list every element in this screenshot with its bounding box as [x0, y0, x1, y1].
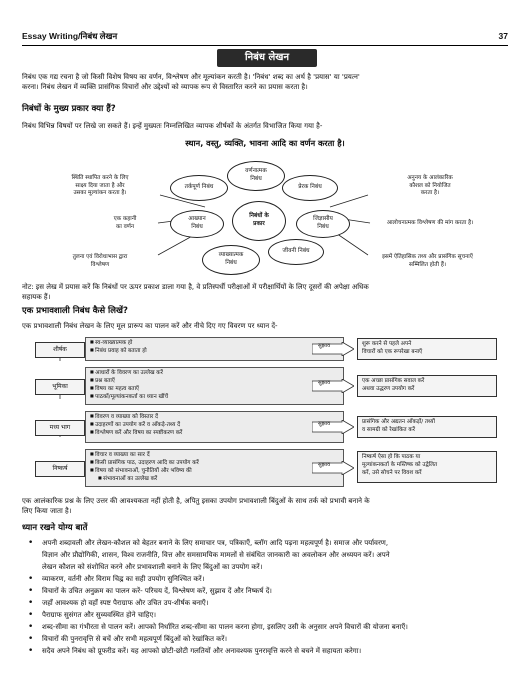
list-item-continued: विज्ञान और प्रौद्योगिकी, शासन, विश्व राजनीति, वित्त और समसामयिक मामलों से संबंधित जानकारी का अवलोकन और अध्ययन करें। अपने: [42, 551, 390, 559]
page-number: 37: [498, 31, 508, 41]
tip-line: एक अच्छा प्रासंगिक सवाल करें: [362, 378, 425, 384]
flow-point: ■ निबंध प्रवाह को बताता हो: [90, 347, 339, 355]
note-line: करता है।: [420, 190, 440, 197]
flow-point: ■ पाठकों/मूल्यांकनकर्ता का ध्यान खींचें: [90, 393, 339, 401]
bubble-label: आख्यान: [188, 216, 206, 223]
flow-row-points: [85, 449, 344, 487]
types-text: निबंध विभिन्न विषयों पर लिखे जा सकते हैं। इन्हें मुख्यतः निम्नलिखित व्यापक शीर्षकों के अंतर्गत विभाजित किया गया है-: [22, 122, 323, 130]
flow-row-points: [85, 411, 344, 443]
tip-line: अथवा उद्धरण उपयोग करें: [362, 386, 415, 393]
bubble-label: जीवनी निबंध: [282, 248, 310, 255]
tip-line: प्रासंगिक और अद्यतन आँकड़ों/ तथ्यों: [362, 419, 435, 425]
flow-point: ■ विषय को संभावनाओं, चुनौतियों और भविष्य की: [90, 467, 339, 475]
note-line: उसका मूल्यांकन करता है।: [73, 190, 127, 197]
section-heading-tips: ध्यान रखने योग्य बातें: [22, 523, 88, 533]
note-paragraph: [22, 282, 508, 302]
note-line: विश्लेषण: [90, 261, 110, 268]
bubble-descriptive: [227, 161, 285, 191]
bubble-argumentative: [170, 175, 228, 201]
note-line: साक्ष्य दिया जाता है और: [75, 182, 125, 189]
bubble-label: जिज्ञासीय: [313, 216, 333, 223]
bubble-label: निबंध: [317, 224, 329, 230]
section-heading-how-to: एक प्रभावशाली निबंध कैसे लिखें?: [22, 306, 128, 316]
list-item: • विचारों की पुनरावृत्ति से बचें और सभी महत्वपूर्ण बिंदुओं को रेखांकित करें।: [22, 633, 508, 645]
note-line: कौशल को नियोजित: [409, 182, 451, 189]
tip-line: करें, उसे सोचने पर विवश करें: [362, 470, 422, 477]
header-title: Essay Writing/निबंध लेखन: [22, 31, 118, 41]
flow-point: ■ विचार व व्याख्या का सार दें: [90, 451, 339, 459]
header-rule: [22, 45, 508, 46]
bubble-label: वर्णनात्मक: [245, 168, 267, 175]
essay-structure-flow: [35, 337, 497, 489]
flow-point-continued: ■ संभावनाओं का उल्लेख करें: [90, 475, 339, 483]
flow-row-tips: [357, 416, 497, 438]
how-to-text: एक प्रभावशाली निबंध लेखन के लिए मूल प्रारूप का पालन करें और नीचे दिए गए विवरण पर ध्यान दें-: [22, 322, 278, 330]
bubble-label: निबंध: [191, 224, 203, 230]
running-header: [22, 30, 508, 46]
flow-row-label: मध्य भाग: [35, 420, 85, 436]
page-title: निबंध लेखन: [217, 49, 317, 67]
note-line: इसमें ऐतिहासिक तथ्य और प्रासंगिक सूचनाएँ: [382, 254, 473, 260]
flow-point: ■ विश्लेषण करें और विषय का स्पष्टीकरण करें: [90, 429, 339, 437]
tip-line: व सामग्री को रेखांकित करें: [362, 427, 415, 434]
flow-point: ■ किसी प्रासंगिक पाठ, उदाहरण आदि का उपयोग करें: [90, 459, 339, 467]
bubble-label: प्रेरक निबंध: [298, 184, 322, 191]
list-item: • सदैव अपने निबंध को प्रूफरीड करें। यह आपको छोटी-छोटी गलतियों और अनावश्यक पुनरावृत्ति करने से बचने में सहायता करेगा।: [22, 645, 508, 657]
list-item: • जहाँ आवश्यक हो वहाँ स्पष्ट पैराग्राफ और उचित उप-शीर्षक बनाएँ।: [22, 597, 508, 609]
arrow-label: सुझाव: [318, 343, 331, 349]
intro-paragraph: [22, 72, 508, 92]
note-line: एक कहानी: [113, 216, 137, 222]
types-center-line: स्थान, वस्तु, व्यक्ति, भावना आदि का वर्णन करता है।: [185, 138, 345, 148]
center-line: प्रकार: [253, 221, 265, 227]
flow-row-label: निष्कर्ष: [35, 461, 85, 477]
note-reflective: [370, 175, 490, 198]
note-line: तुलना एवं विरोधाभास द्वारा: [72, 254, 128, 260]
note-line: सम्मिलित होती हैं।: [409, 261, 446, 268]
flow-row-tips: [357, 451, 497, 483]
flow-row-tips: [357, 338, 497, 360]
arrow-label: सुझाव: [318, 462, 331, 468]
flow-row-tips: [357, 375, 497, 397]
flow-point: ■ प्रश्न बताएँ: [90, 377, 339, 385]
paragraph-line: एक आलंकारिक प्रश्न के लिए उत्तर की आवश्यकता नहीं होती है, अपितु इसका उपयोग प्रभावशाली बिंदुओं के साथ तर्क को प्रभावी बनाने के: [22, 497, 370, 505]
flow-point: ■ आधारों के विवरण का उल्लेख करें: [90, 369, 339, 377]
center-types-bubble: [232, 201, 286, 241]
bubble-label: निबंध: [250, 176, 262, 182]
intro-line: करना। निबंध लेखन में व्यक्ति प्रासंगिक विचारों और उद्देश्यों को व्यापक रूप से विस्तारित करने का प्रयास करता है।: [22, 83, 308, 92]
note-biographical: [355, 254, 500, 269]
bubble-narrative: [170, 210, 224, 238]
list-item-continued: लेखन कौशल को संशोधित करने और प्रभावशाली बनाने के लिए बिंदुओं का उपयोग करें।: [42, 563, 263, 571]
bubble-analytical: [296, 210, 350, 238]
paragraph-line: लिए किया जाता है।: [22, 507, 72, 516]
arrow-label: सुझाव: [318, 380, 331, 386]
note-line: नोट: इस लेख में प्रयास करें कि निबंधों पर ऊपर प्रकाश डाला गया है, वे प्रतिस्पर्धी परीक्षाओं में परीक्षार्थियों के लिए दूसरों की अपेक्षा अधिक: [22, 283, 369, 291]
flow-point: ■ स्व-व्याख्यात्मक हो: [90, 339, 339, 347]
bubble-label: व्याख्यात्मक: [218, 252, 244, 259]
list-item: • शब्द-सीमा का गंभीरता से पालन करें। आपको निर्धारित शब्द-सीमा का पालन करना होगा, इसलिए उसी के अनुसार अपने विचारों की योजना बनाएँ।: [22, 621, 508, 633]
bubble-reflective: [282, 175, 338, 201]
arrow-label: सुझाव: [318, 421, 331, 427]
flow-point: ■ उदाहरणों का उपयोग करें व आँकड़े-तथ्य दें: [90, 421, 339, 429]
tip-line: मूल्यांकनकर्ता के मस्तिष्क को उद्वेलित: [362, 462, 438, 469]
note-expository: [35, 254, 165, 269]
note-narrative: [90, 216, 160, 231]
essay-types-diagram: [30, 157, 500, 279]
note-argumentative: [40, 175, 160, 198]
tip-line: विचारों को एक रूपरेखा बनाएँ: [362, 349, 423, 356]
list-item: • अपनी शब्दावली और लेखन-कौशल को बेहतर बनाने के लिए समाचार पत्र, पत्रिकाएँ, ब्लॉग आदि पढ़ना महत्वपूर्ण है। समाज और पर्यावरण,: [22, 537, 508, 549]
note-analytical: आलोचनात्मक विश्लेषण की मांग करता है।: [386, 220, 474, 226]
intro-line: निबंध एक गद्य रचना है जो किसी विशेष विषय का वर्णन, विश्लेषण और मूल्यांकन करती है। 'निबंध' शब्द का अर्थ है 'प्रयास' या 'प्रयत्न': [22, 73, 360, 81]
section-heading-types: निबंधों के मुख्य प्रकार क्या हैं?: [22, 104, 116, 114]
tip-line: निष्कर्ष ऐसा हो कि पाठक या: [362, 454, 421, 460]
tip-line: शुरू करने से पहले अपने: [362, 341, 412, 347]
center-line: निबंधों के: [249, 213, 269, 220]
note-line: अनुनय के आलंकारिक: [407, 175, 453, 181]
list-item: • पैराग्राफ सुसंगत और सुव्यवस्थित होने चाहिए।: [22, 609, 508, 621]
bubble-label: तर्कपूर्ण निबंध: [184, 184, 214, 191]
flow-row-points: [85, 367, 344, 405]
tips-list: [22, 537, 508, 657]
note-line: सहायक हैं।: [22, 293, 51, 302]
bubble-label: निबंध: [225, 260, 237, 266]
bubble-expository: [202, 245, 260, 275]
list-item: • व्याकरण, वर्तनी और विराम चिह्न का सही उपयोग सुनिश्चित करें।: [22, 573, 508, 585]
bubble-biographical: [268, 239, 324, 265]
rhetorical-paragraph: [22, 496, 508, 516]
list-item: • विचारों के उचित अनुक्रम का पालन करें- परिचय दें, विश्लेषण करें, सुझाव दें और निष्कर्ष दें।: [22, 585, 508, 597]
flow-point: ■ विवरण व व्याख्या को विस्तार दें: [90, 413, 339, 421]
note-line: का वर्णन: [115, 223, 135, 230]
note-line: स्थिति स्थापित करने के लिए: [71, 175, 129, 181]
flow-point: ■ विषय का महत्व बताएँ: [90, 385, 339, 393]
flow-row-points: [85, 337, 344, 361]
flow-row-label: शीर्षक: [35, 342, 85, 358]
flow-row-label: भूमिका: [35, 379, 85, 395]
